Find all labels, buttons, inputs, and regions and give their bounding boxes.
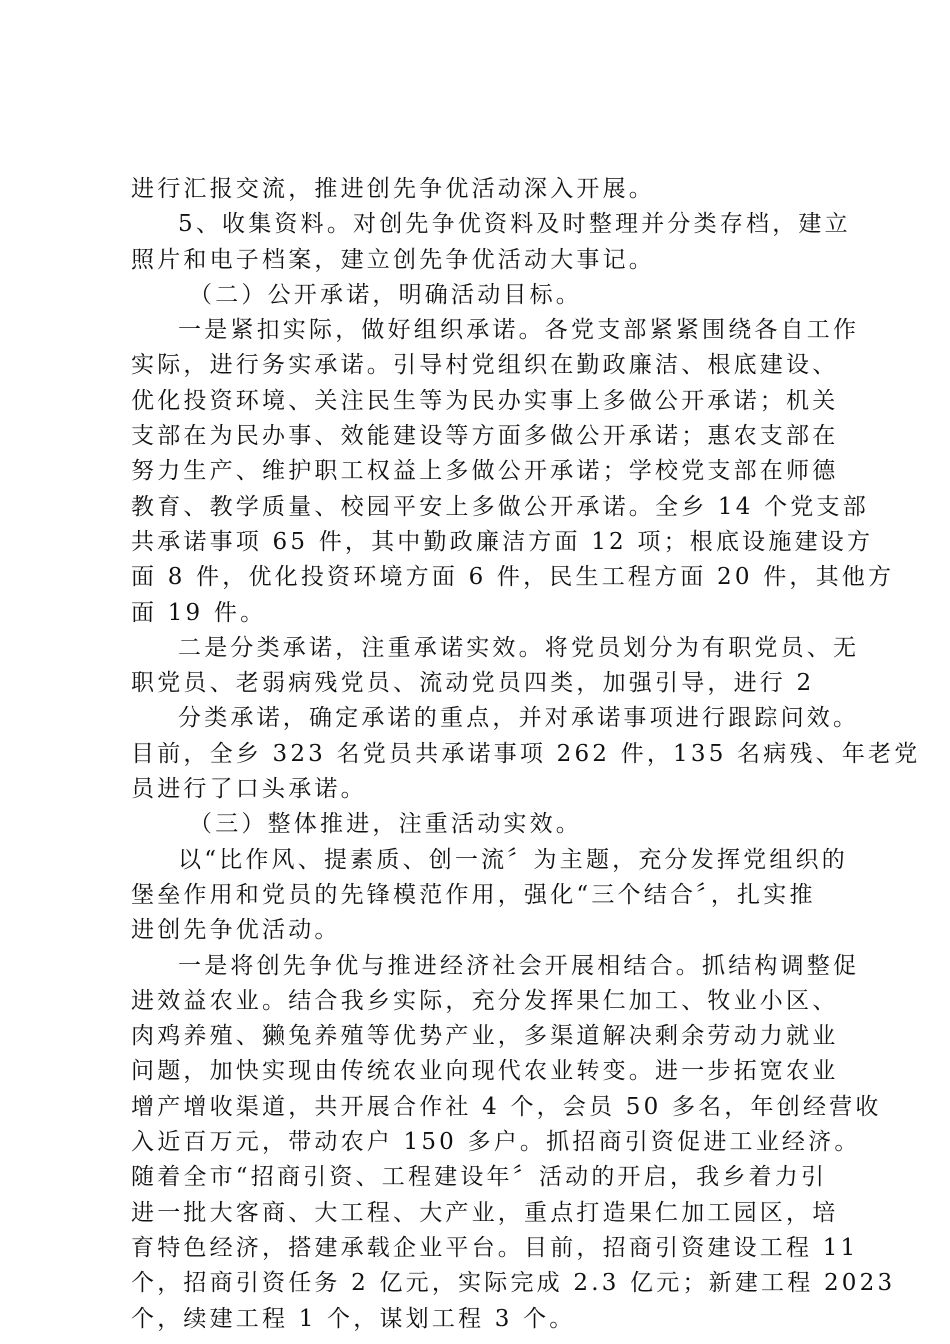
text-line-8: 支部在为民办事、效能建设等方面多做公开承诺；惠农支部在: [131, 423, 839, 450]
text-line-18: 员进行了口头承诺。: [131, 776, 367, 803]
text-line-28: 入近百万元，带动农户 150 多户。抓招商引资促进工业经济。: [131, 1129, 861, 1156]
text-line-11: 共承诺事项 65 件，其中勤政廉洁方面 12 项；根底设施建设方: [131, 528, 874, 555]
text-line-2: 5、收集资料。对创先争优资料及时整理并分类存档，建立: [178, 211, 851, 238]
text-line-7: 优化投资环境、关注民生等为民办实事上多做公开承诺；机关: [131, 387, 839, 414]
text-line-14: 二是分类承诺，注重承诺实效。将党员划分为有职党员、无: [178, 634, 860, 661]
text-line-32: 个，招商引资任务 2 亿元，实际完成 2.3 亿元；新建工程 2023: [131, 1270, 896, 1297]
text-line-13: 面 19 件。: [131, 599, 267, 626]
text-line-16: 分类承诺，确定承诺的重点，并对承诺事项进行跟踪问效。: [178, 705, 860, 732]
section-heading-2: （二）公开承诺，明确活动目标。: [189, 281, 582, 308]
text-line-15: 职党员、老弱病残党员、流动党员四类，加强引导，进行 2: [131, 670, 815, 697]
text-line-31: 育特色经济，搭建承载企业平台。目前，招商引资建设工程 11: [131, 1234, 859, 1261]
text-line-25: 肉鸡养殖、獭兔养殖等优势产业，多渠道解决剩余劳动力就业: [131, 1023, 839, 1050]
text-line-1: 进行汇报交流，推进创先争优活动深入开展。: [131, 176, 655, 202]
text-line-27: 增产增收渠道，共开展合作社 4 个，会员 50 多名，年创经营收: [131, 1093, 882, 1120]
text-line-17: 目前，全乡 323 名党员共承诺事项 262 件，135 名病残、年老党: [131, 740, 921, 767]
text-line-6: 实际，进行务实承诺。引导村党组织在勤政廉洁、根底建设、: [131, 352, 839, 379]
text-line-30: 进一批大客商、大工程、大产业，重点打造果仁加工园区，培: [131, 1199, 839, 1226]
text-line-33: 个，续建工程 1 个，谋划工程 3 个。: [131, 1305, 576, 1332]
text-line-23: 一是将创先争优与推进经济社会开展相结合。抓结构调整促: [178, 952, 860, 979]
text-line-22: 进创先争优活动。: [131, 917, 341, 944]
text-line-20: 以“比作风、提素质、创一流〞为主题，充分发挥党组织的: [178, 846, 848, 873]
text-line-24: 进效益农业。结合我乡实际，充分发挥果仁加工、牧业小区、: [131, 987, 839, 1014]
text-line-9: 努力生产、维护职工权益上多做公开承诺；学校党支部在师德: [131, 458, 839, 485]
text-line-5: 一是紧扣实际，做好组织承诺。各党支部紧紧围绕各自工作: [178, 317, 860, 344]
text-line-21: 堡垒作用和党员的先锋模范作用，强化“三个结合〞，扎实推: [131, 881, 816, 908]
text-line-29: 随着全市“招商引资、工程建设年〞活动的开启，我乡着力引: [131, 1164, 828, 1191]
text-line-12: 面 8 件，优化投资环境方面 6 件，民生工程方面 20 件，其他方: [131, 564, 895, 591]
text-line-3: 照片和电子档案，建立创先争优活动大事记。: [131, 246, 655, 273]
section-heading-3: （三）整体推进，注重活动实效。: [189, 811, 582, 838]
document-page: [131, 172, 921, 1337]
text-line-10: 教育、教学质量、校园平安上多做公开承诺。全乡 14 个党支部: [131, 493, 869, 520]
text-line-26: 问题，加快实现由传统农业向现代农业转变。进一步拓宽农业: [131, 1058, 839, 1085]
